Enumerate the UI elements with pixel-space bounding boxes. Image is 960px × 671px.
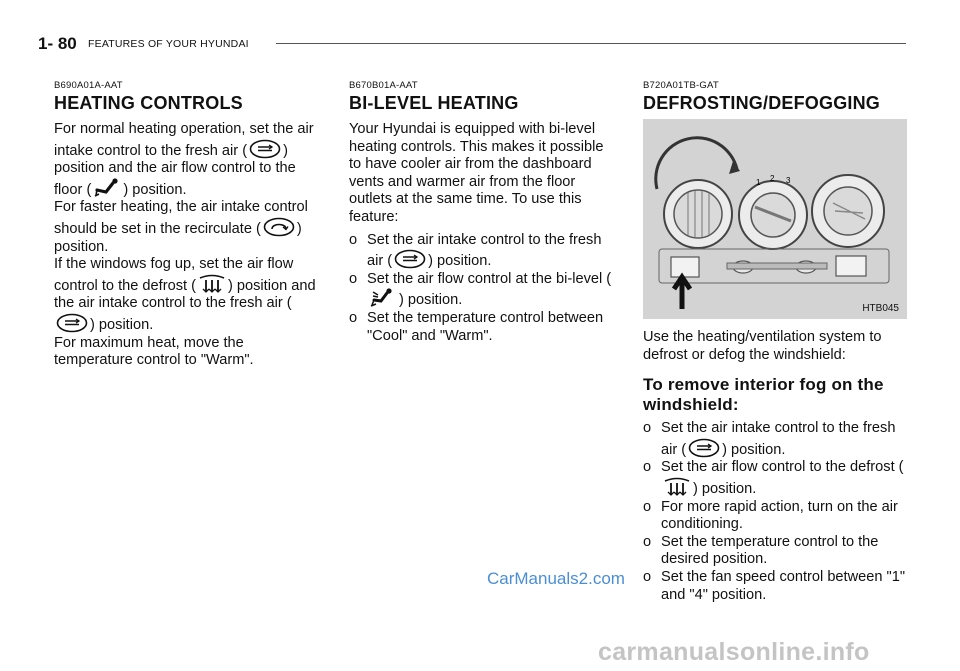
section-code: B720A01TB-GAT: [643, 80, 719, 91]
fan-label: 3: [786, 176, 791, 185]
fresh-air-icon: [394, 249, 426, 269]
fresh-air-icon: [688, 438, 720, 458]
text: ) position.: [399, 292, 463, 309]
text: ) position.: [693, 480, 757, 497]
fresh-air-icon: [56, 313, 88, 333]
defrost-intro: Use the heating/ventilation system to defrost or defog the windshield:: [643, 329, 882, 363]
recirculate-icon: [263, 217, 295, 237]
list-item: [643, 459, 907, 498]
fan-label: 2: [770, 174, 775, 183]
bullet: o: [349, 231, 358, 248]
text: Set the air intake control to the fresh air (: [661, 420, 896, 458]
text: ) position and the air flow control to the floor (: [54, 142, 296, 198]
defrost-subheading: To remove interior fog on the windshield:: [643, 375, 884, 415]
heating-controls-section: [54, 80, 320, 370]
bullet: o: [643, 568, 652, 585]
paragraph: For maximum heat, move the temperature control to "Warm".: [54, 334, 254, 369]
defrost-section: [643, 80, 907, 604]
watermark-text: carmanualsonline.info: [598, 638, 870, 666]
text: ) position.: [428, 253, 492, 270]
paragraph: [54, 199, 320, 256]
defrost-icon: [663, 477, 691, 497]
list-item: [349, 232, 612, 271]
page-number: 1- 80: [38, 34, 77, 53]
watermark-link[interactable]: CarManuals2.com: [487, 569, 625, 588]
bullet: o: [643, 498, 652, 515]
section-heading: DEFROSTING/DEFOGGING: [643, 93, 881, 113]
text: Set the temperature control to the desired position.: [661, 533, 879, 568]
bullet: o: [349, 270, 358, 287]
section-code: B690A01A-AAT: [54, 80, 123, 91]
floor-mode-icon: [93, 178, 121, 198]
text: ) position.: [722, 441, 786, 458]
text: ) position.: [123, 181, 187, 198]
bi-level-steps: [349, 232, 612, 346]
section-heading: BI-LEVEL HEATING: [349, 93, 519, 113]
text: ) position.: [54, 220, 302, 255]
text: Set the air intake control to the fresh air (: [367, 231, 602, 270]
climate-control-photo: [643, 119, 907, 319]
text: Set the air flow control to the defrost (: [661, 459, 904, 476]
section-title: FEATURES OF YOUR HYUNDAI: [88, 38, 249, 50]
text: For normal heating operation, set the air intake control to the fresh air (: [54, 121, 314, 159]
text: For faster heating, the air intake control should be set in the recirculate (: [54, 199, 308, 237]
text: For more rapid action, turn on the air conditioning.: [661, 498, 898, 533]
list-item: [349, 310, 612, 345]
fresh-air-icon: [249, 139, 281, 159]
list-item: [643, 499, 907, 534]
section-code: B670B01A-AAT: [349, 80, 418, 91]
text: Set the air flow control at the bi-level (: [367, 270, 612, 287]
header-rule: [276, 43, 906, 44]
paragraph: [54, 256, 320, 334]
bullet: o: [643, 533, 652, 550]
bullet: o: [643, 420, 652, 437]
bi-level-section: [349, 80, 612, 345]
fan-label: 1: [756, 178, 761, 187]
list-item: [643, 534, 907, 569]
text: Set the temperature control between "Cool" and "Warm".: [367, 309, 604, 344]
defrost-icon: [198, 274, 226, 294]
paragraph: [54, 121, 320, 199]
bi-level-intro: Your Hyundai is equipped with bi-level heating controls. This makes it possible to have cooler air from the dashboard vents and warmer air from the floor outlets at the same time. To use this feature:: [349, 121, 604, 225]
photo-code: HTB045: [862, 303, 899, 314]
bullet: o: [643, 459, 652, 476]
list-item: [643, 569, 907, 604]
heating-controls-body: [54, 121, 320, 370]
list-item: [643, 420, 907, 459]
text: Set the fan speed control between "1" and "4" position.: [661, 568, 906, 603]
section-heading: HEATING CONTROLS: [54, 93, 243, 113]
text: If the windows fog up, set the air flow control to the defrost (: [54, 256, 294, 294]
page-header: [38, 34, 906, 52]
climate-panel-illustration: [643, 119, 907, 319]
bi-level-icon: [369, 288, 397, 308]
text: ) position and the air intake control to the fresh air (: [54, 277, 316, 312]
list-item: [349, 271, 612, 310]
defrost-steps: [643, 420, 907, 604]
bullet: o: [349, 309, 358, 326]
text: ) position.: [90, 316, 154, 333]
